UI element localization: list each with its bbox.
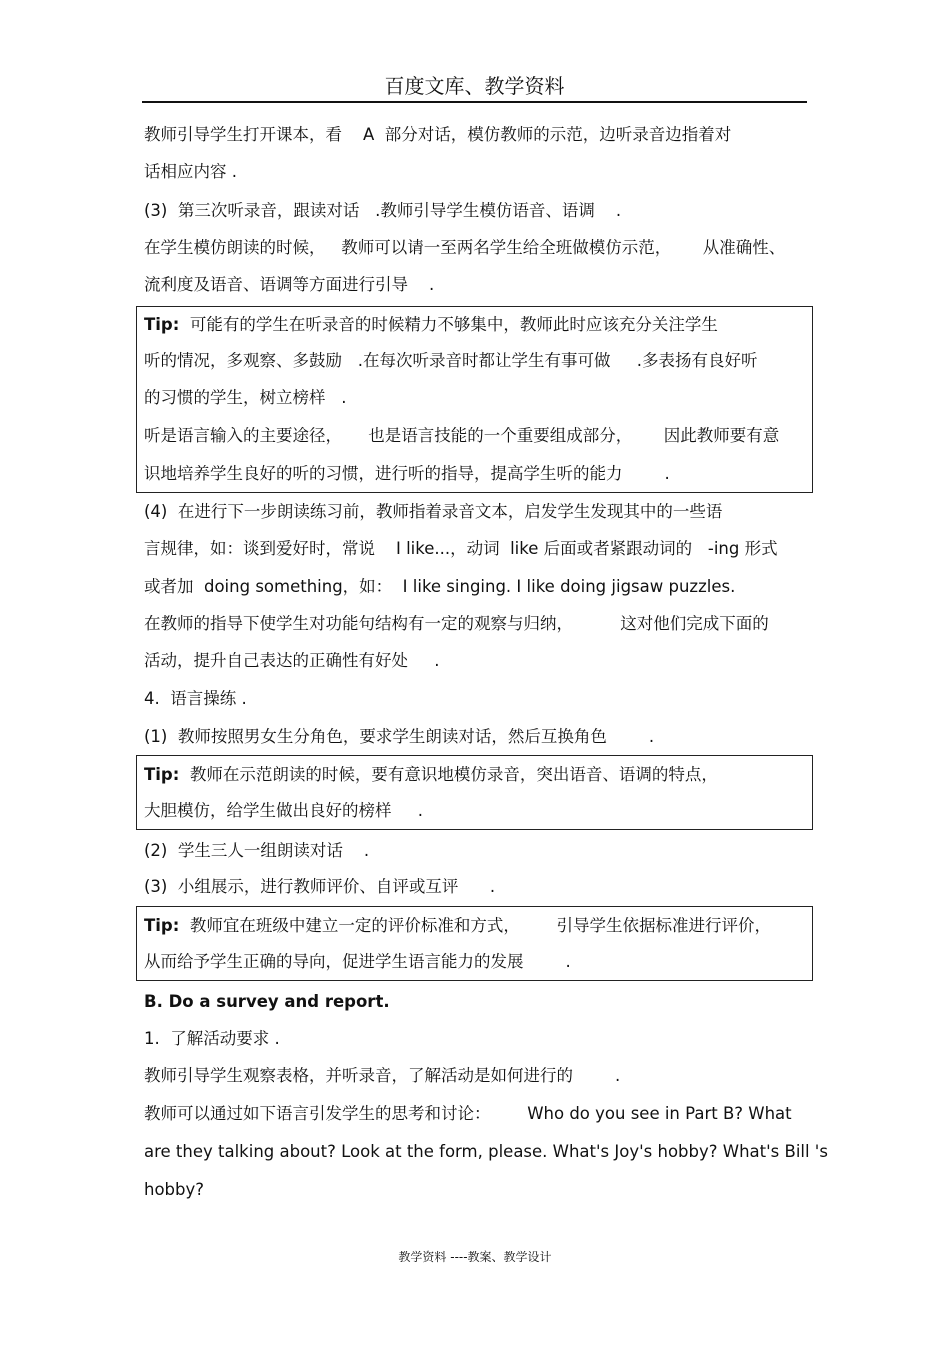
tip-line: 听是语言输入的主要途径， 也是语言技能的一个重要组成部分， 因此教师要有意 [144, 426, 780, 445]
tip-line: 大胆模仿，给学生做出良好的榜样 . [144, 801, 423, 820]
paragraph-line: (1) 教师按照男女生分角色，要求学生朗读对话，然后互换角色 . [144, 727, 655, 746]
paragraph-line: (4) 在进行下一步朗读练习前，教师指着录音文本，启发学生发现其中的一些语 [144, 502, 723, 521]
tip-line: 的习惯的学生，树立榜样 . [144, 388, 347, 407]
tip-line: 从而给予学生正确的导向，促进学生语言能力的发展 . [144, 952, 571, 971]
paragraph-line: 在教师的指导下使学生对功能句结构有一定的观察与归纳， 这对他们完成下面的 [144, 614, 769, 633]
paragraph-line: 活动，提升自己表达的正确性有好处 . [144, 651, 440, 670]
paragraph-line: (3) 第三次听录音，跟读对话 .教师引导学生模仿语音、语调 . [144, 201, 622, 220]
section-heading: 4. 语言操练 . [144, 689, 247, 708]
tip-label: Tip: [144, 315, 180, 334]
tip-line [144, 913, 771, 939]
tip-line [144, 762, 718, 788]
tip-text: 教师在示范朗读的时候，要有意识地模仿录音，突出语音、语调的特点， [179, 765, 718, 784]
paragraph-line: 话相应内容 . [144, 162, 237, 181]
tip-text: 教师宜在班级中建立一定的评价标准和方式， 引导学生依据标准进行评价， [179, 916, 772, 935]
paragraph-line: 或者加 doing something，如： I like singing. I like doing jigsaw puzzles. [144, 577, 736, 596]
paragraph-line: 教师引导学生打开课本，看 A 部分对话，模仿教师的示范，边听录音边指着对 [144, 125, 732, 144]
tip-label: Tip: [144, 765, 180, 784]
section-heading-b: B. Do a survey and report. [144, 992, 390, 1011]
paragraph-line: 流利度及语音、语调等方面进行引导 . [144, 275, 435, 294]
paragraph-line: are they talking about? Look at the form, please. What's Joy's hobby? What's Bill 's [144, 1142, 828, 1161]
paragraph-line: 在学生模仿朗读的时候， 教师可以请一至两名学生给全班做模仿示范， 从准确性、 [144, 238, 786, 257]
section-heading: 1. 了解活动要求 . [144, 1029, 280, 1048]
tip-text: 可能有的学生在听录音的时候精力不够集中，教师此时应该充分关注学生 [179, 315, 718, 334]
paragraph-line: (2) 学生三人一组朗读对话 . [144, 841, 370, 860]
paragraph-line: 教师可以通过如下语言引发学生的思考和讨论： Who do you see in Part B? What [144, 1104, 792, 1123]
header-divider [142, 101, 807, 103]
paragraph-line: 言规律，如：谈到爱好时，常说 I like...，动词 like 后面或者紧跟动词的 -ing 形式 [144, 539, 778, 558]
page-footer: 教学资料 ----教案、教学设计 [398, 1250, 552, 1264]
paragraph-line: (3) 小组展示，进行教师评价、自评或互评 . [144, 877, 496, 896]
tip-line [144, 312, 718, 338]
tip-label: Tip: [144, 916, 180, 935]
page-header-title: 百度文库、教学资料 [384, 74, 565, 98]
tip-line: 听的情况，多观察、多鼓励 .在每次听录音时都让学生有事可做 .多表扬有良好听 [144, 351, 758, 370]
paragraph-line: hobby? [144, 1180, 205, 1199]
tip-line: 识地培养学生良好的听的习惯，进行听的指导，提高学生听的能力 . [144, 464, 670, 483]
paragraph-line: 教师引导学生观察表格，并听录音，了解活动是如何进行的 . [144, 1066, 621, 1085]
